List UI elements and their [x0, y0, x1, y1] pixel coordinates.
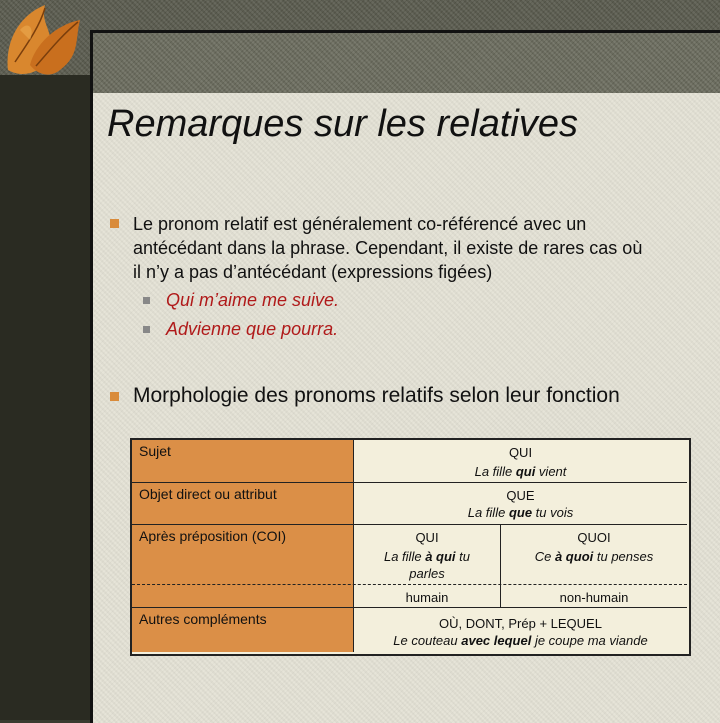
example-coi-quoi: Ce à quoi tu penses — [534, 549, 654, 564]
grid-line — [132, 524, 687, 525]
leaf-decoration-icon — [0, 0, 95, 85]
pronoun-autres: OÙ, DONT, Prép + LEQUEL — [439, 616, 602, 631]
grid-line — [132, 607, 687, 608]
pronoun-quoi: QUOI — [577, 530, 611, 545]
bullet-1-line-3: il n’y a pas d’antécédant (expressions figées) — [133, 262, 493, 282]
example-sujet: La fille qui vient — [474, 464, 567, 479]
sub-bullet-icon — [143, 326, 150, 333]
bullet-1-line-1: Le pronom relatif est généralement co-référencé avec un — [133, 214, 587, 234]
example-objet: La fille que tu vois — [467, 505, 574, 520]
bullet-2-text: Morphologie des pronoms relatifs selon leur fonction — [133, 384, 620, 407]
example-coi-qui-line-2: parles — [409, 566, 445, 581]
square-bullet-icon — [110, 219, 119, 228]
grid-line — [132, 482, 687, 483]
row-label-objet: Objet direct ou attribut — [132, 483, 353, 524]
note-humain: humain — [405, 590, 449, 605]
pronoun-qui-coi: QUI — [415, 530, 439, 545]
pronoun-qui-sujet: QUI — [508, 445, 533, 460]
left-dark-strip — [0, 75, 90, 720]
example-2: Advienne que pourra. — [166, 319, 339, 339]
row-label-coi: Après préposition (COI) — [132, 525, 353, 607]
example-autres: Le couteau avec lequel je coupe ma viande — [393, 633, 648, 648]
grid-line — [132, 584, 687, 585]
row-label-sujet: Sujet — [132, 440, 353, 482]
relative-pronoun-table — [130, 438, 691, 656]
square-bullet-icon — [110, 392, 119, 401]
pronoun-que: QUE — [506, 488, 535, 503]
slide-header-band — [93, 33, 720, 93]
slide-title: Remarques sur les relatives — [107, 103, 578, 145]
sub-bullet-icon — [143, 297, 150, 304]
row-label-autres: Autres compléments — [132, 608, 353, 652]
example-1: Qui m’aime me suive. — [166, 290, 340, 310]
bullet-1-line-2: antécédant dans la phrase. Cependant, il existe de rares cas où — [133, 238, 643, 258]
note-non-humain: non-humain — [559, 590, 629, 605]
example-coi-qui-line-1: La fille à qui tu — [383, 549, 470, 564]
